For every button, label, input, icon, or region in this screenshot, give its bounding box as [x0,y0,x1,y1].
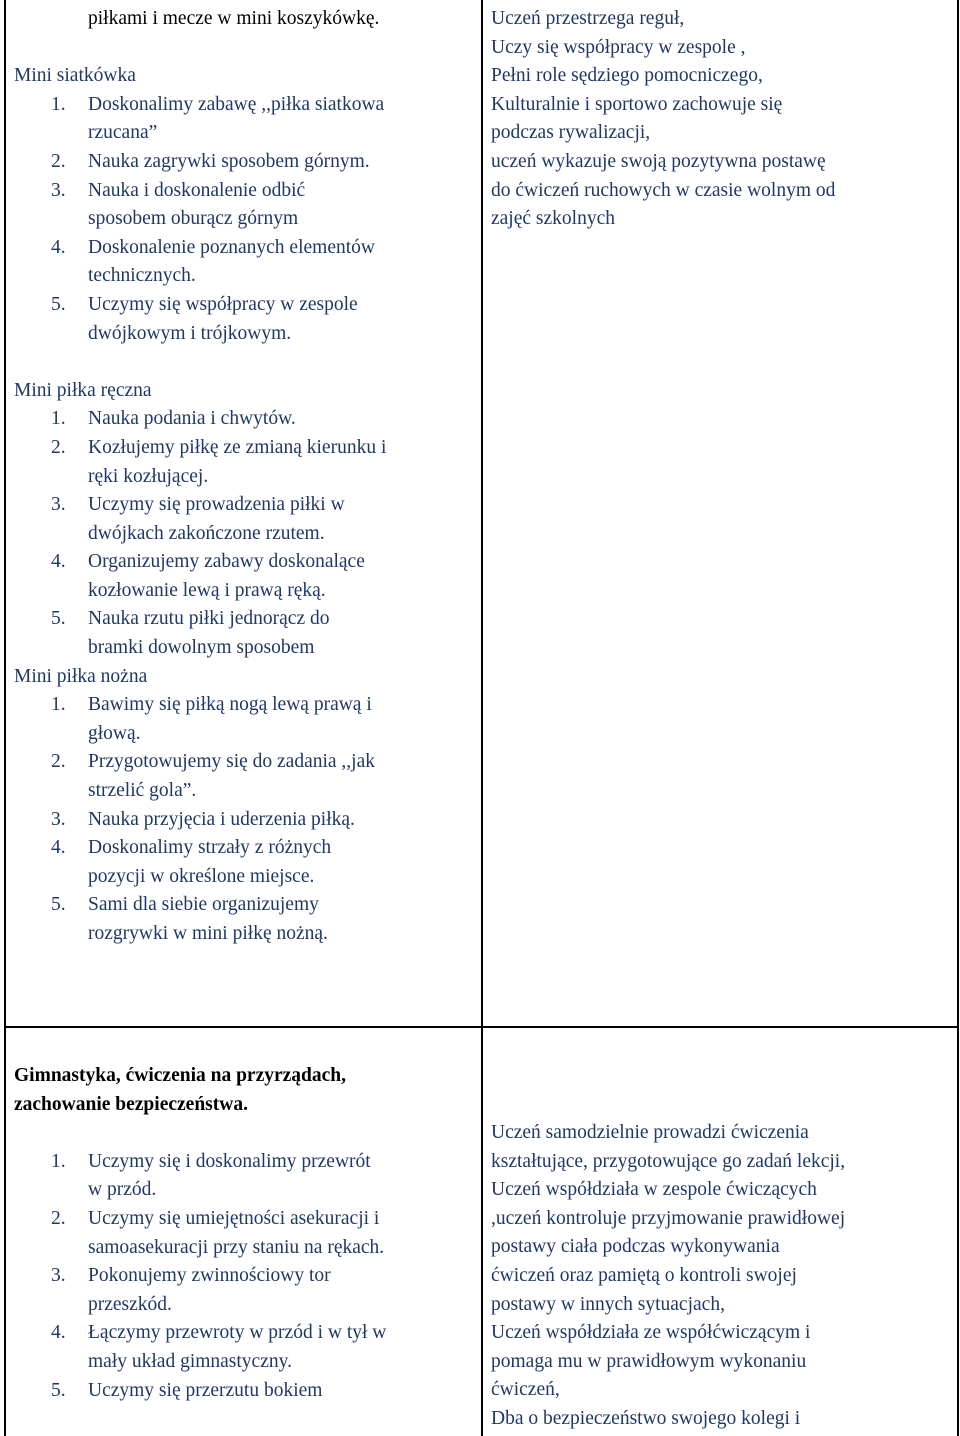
list-item-continuation: strzelić gola”. [88,780,197,802]
list-item: 5. Sami dla siebie organizujemy [51,894,319,916]
outcome-line: postawy ciała podczas wykonywania [491,1236,780,1258]
table-row-divider [4,1026,959,1028]
list-item-continuation: głową. [88,722,141,744]
table-column-divider [481,0,483,1436]
list-item: 2. Uczymy się umiejętności asekuracji i [51,1207,380,1229]
outcome-line: Pełni role sędziego pomocniczego, [491,65,763,87]
table-border-left [4,0,6,1436]
list-item: 1. Nauka podania i chwytów. [51,408,296,430]
bottom-left-cell [14,1062,386,1405]
section-title-mini-pilka-nozna: Mini piłka nożna [14,665,148,687]
list-item-continuation: technicznych. [88,265,196,287]
list-item-continuation: kozłowanie lewą i prawą ręką. [88,579,326,601]
list-item: 1. Doskonalimy zabawę ,,piłka siatkowa [51,93,385,115]
section-title-mini-siatkowka: Mini siatkówka [14,65,136,87]
top-right-cell [491,5,835,234]
outcome-line: Uczy się współpracy w zespole , [491,36,746,58]
outcome-line: kształtujące, przygotowujące go zadań lekcji, [491,1150,846,1172]
section-heading: zachowanie bezpieczeństwa. [14,1093,248,1115]
list-item: 4. Łączymy przewroty w przód i w tył w [51,1322,387,1344]
list-item-continuation: przeszkód. [88,1293,172,1315]
outcome-line: Uczeń samodzielnie prowadzi ćwiczenia [491,1122,809,1143]
list-item-continuation: rzucana” [88,122,158,144]
outcome-line: Kulturalnie i sportowo zachowuje się [491,93,783,115]
list-item-continuation: bramki dowolnym sposobem [88,637,315,659]
list-item: 3. Nauka i doskonalenie odbić [51,179,306,201]
list-item: 5. Nauka rzutu piłki jednorącz do [51,608,330,630]
section-title-mini-pilka-reczna: Mini piłka ręczna [14,379,152,401]
list-item-continuation: pozycji w określone miejsce. [88,865,315,887]
section-heading: Gimnastyka, ćwiczenia na przyrządach, [14,1065,347,1086]
list-item-continuation: samoasekuracji przy staniu na rękach. [88,1236,385,1258]
list-item-continuation: ręki kozłującej. [88,465,209,487]
outcome-line: Uczeń przestrzega reguł, [491,8,685,29]
list-item: 3. Pokonujemy zwinnościowy tor [51,1265,331,1287]
outcome-line: zajęć szkolnych [491,208,615,230]
outcome-line: postawy w innych sytuacjach, [491,1293,725,1315]
list-item: 1. Uczymy się i doskonalimy przewrót [51,1150,371,1172]
bottom-right-cell [491,1119,845,1434]
list-item: 1. Bawimy się piłką nogą lewą prawą i [51,694,372,716]
outcome-line: Uczeń współdziała w zespole ćwiczących [491,1179,817,1201]
outcome-line: podczas rywalizacji, [491,122,651,144]
outcome-line: uczeń wykazuje swoją pozytywna postawę [491,150,826,172]
list-item-continuation: w przód. [88,1179,157,1201]
list-item-continuation: sposobem oburącz górnym [88,208,299,230]
list-item: 3. Uczymy się prowadzenia piłki w [51,494,345,516]
table-border-right [957,0,959,1436]
outcome-line: ćwiczeń oraz pamiętą o kontroli swojej [491,1264,797,1286]
list-item: 4. Doskonalimy strzały z różnych [51,837,332,859]
intro-line: piłkami i mecze w mini koszykówkę. [88,8,380,29]
list-item: 5. Uczymy się przerzutu bokiem [51,1379,323,1401]
outcome-line: ,uczeń kontroluje przyjmowanie prawidłowej [491,1207,846,1229]
list-item-continuation: dwójkowym i trójkowym. [88,322,292,344]
outcome-line: ćwiczeń, [491,1379,560,1401]
outcome-line: pomaga mu w prawidłowym wykonaniu [491,1350,807,1372]
list-item: 3. Nauka przyjęcia i uderzenia piłką. [51,808,355,830]
list-item-continuation: mały układ gimnastyczny. [88,1350,292,1372]
list-item: 2. Nauka zagrywki sposobem górnym. [51,150,370,172]
top-left-cell [14,5,386,949]
outcome-line: Dba o bezpieczeństwo swojego kolegi i [491,1407,801,1429]
list-item-continuation: rozgrywki w mini piłkę nożną. [88,923,328,944]
list-item: 5. Uczymy się współpracy w zespole [51,293,358,315]
list-item: 2. Przygotowujemy się do zadania ,,jak [51,751,376,773]
list-item: 4. Organizujemy zabawy doskonalące [51,551,365,573]
list-item: 4. Doskonalenie poznanych elementów [51,236,375,258]
outcome-line: Uczeń współdziała ze współćwiczącym i [491,1322,811,1344]
list-item: 2. Kozłujemy piłkę ze zmianą kierunku i [51,436,387,458]
outcome-line: do ćwiczeń ruchowych w czasie wolnym od [491,179,836,201]
list-item-continuation: dwójkach zakończone rzutem. [88,522,325,544]
